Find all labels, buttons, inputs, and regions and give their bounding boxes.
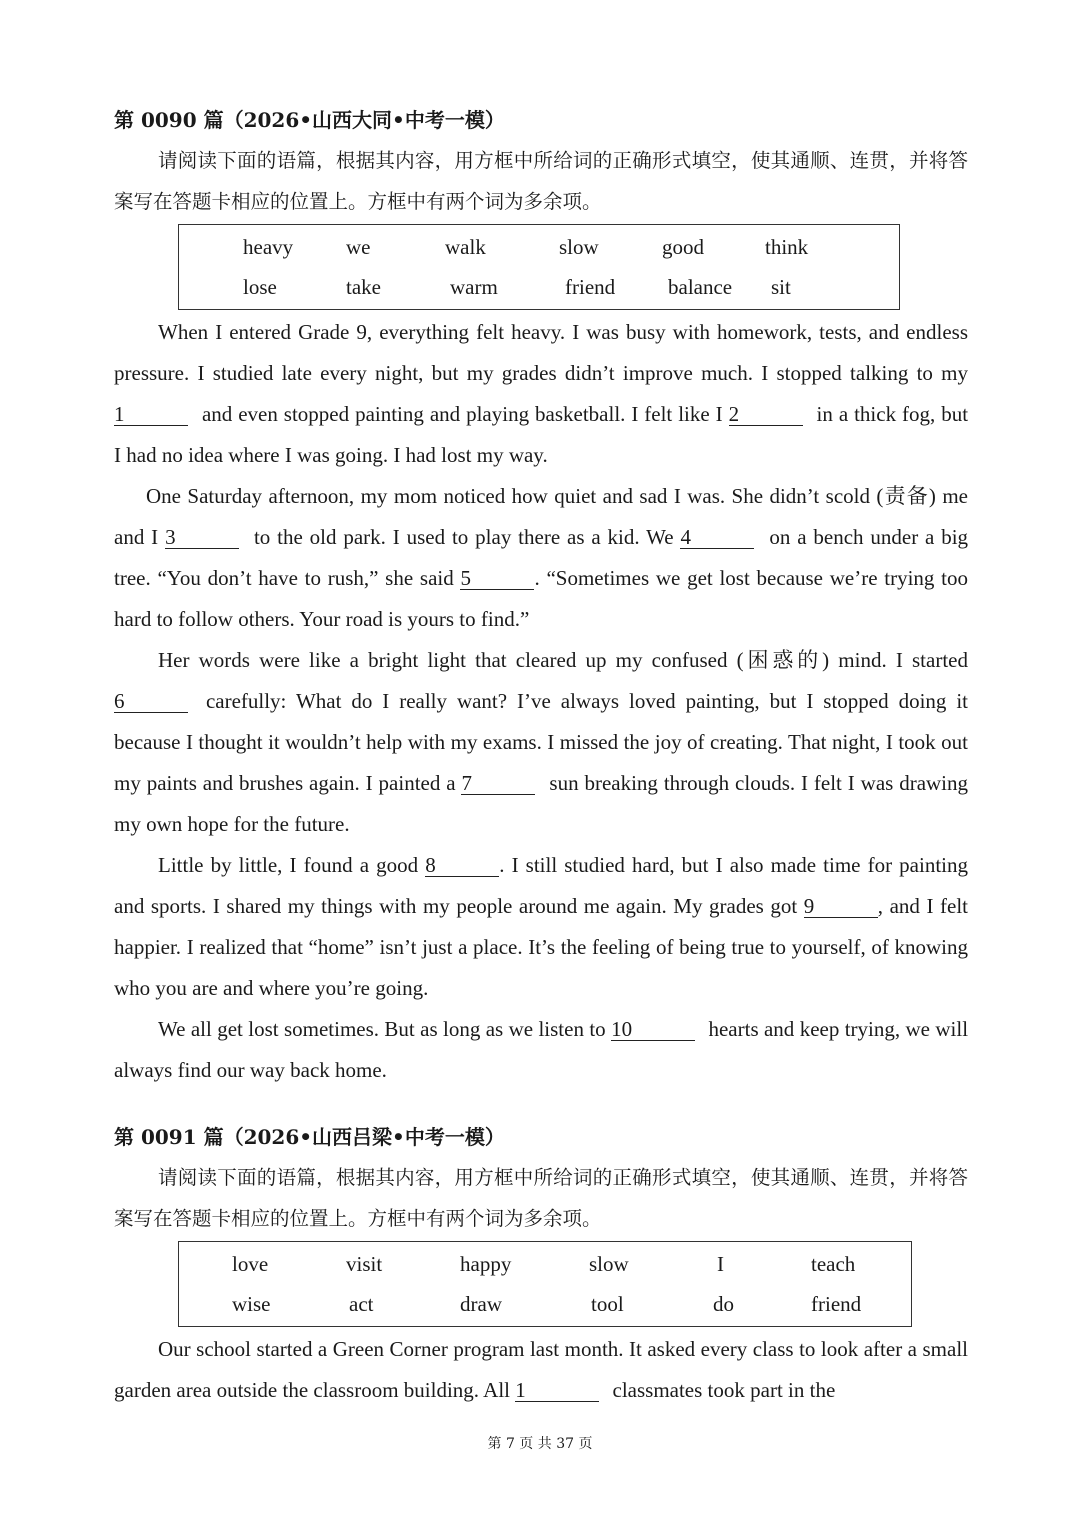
paragraph xyxy=(114,640,968,845)
box-word: lose xyxy=(243,274,277,299)
word-row xyxy=(179,1244,911,1284)
box-word: tool xyxy=(591,1291,624,1316)
box-word: sit xyxy=(771,274,791,299)
word-box xyxy=(178,1241,912,1327)
box-word: wise xyxy=(232,1291,271,1316)
text-run: , and I felt happier. I realized that “home” isn’t just a place. It’s the feeling of being true to yourself, of knowing who you are and where you’re going. xyxy=(114,894,969,1000)
paragraph xyxy=(114,1329,968,1411)
box-word: slow xyxy=(589,1251,629,1276)
box-word: think xyxy=(765,234,809,259)
box-word: do xyxy=(713,1291,734,1316)
paragraph xyxy=(114,1009,968,1091)
answer-blank: 10 xyxy=(611,1018,695,1041)
box-word: I xyxy=(717,1251,724,1276)
word-row xyxy=(179,227,899,267)
instruction-text: 请阅读下面的语篇，根据其内容，用方框中所给词的正确形式填空，使其通顺、连贯，并将答案写在答题卡相应的位置上。方框中有两个词为多余项。 xyxy=(114,149,968,213)
text-run: carefully: What do I really want? I’ve always loved painting, but I stopped doing it because I thought it wouldn’t help with my exams. I missed the joy of creating. That night, I took out my paints and brushes again. I painted a xyxy=(114,689,969,795)
box-word: draw xyxy=(460,1291,502,1316)
section-heading: 第 0091 篇（2026•山西吕梁•中考一模） xyxy=(114,1125,505,1149)
text-run: in a thick fog, but I had no idea where I was going. I had lost my way. xyxy=(114,402,969,467)
text-run: classmates took part in the xyxy=(612,1378,836,1402)
box-word: happy xyxy=(460,1251,512,1276)
box-word: balance xyxy=(668,274,733,299)
box-word: we xyxy=(346,234,371,259)
box-word: friend xyxy=(811,1291,862,1316)
text-run: Her words were like a bright light that cleared up my confused (困惑的) mind. I started xyxy=(158,648,968,672)
text-run: to the old park. I used to play there as a kid. We xyxy=(253,525,674,549)
page-footer: 第 7 页 共 37 页 xyxy=(487,1436,593,1452)
answer-blank: 5 xyxy=(460,567,534,590)
paragraph xyxy=(114,845,968,1009)
text-run: . I still studied hard, but I also made time for painting and sports. I shared my things with my people around me again. My grades got xyxy=(114,853,969,918)
section-heading: 第 0090 篇（2026•山西大同•中考一模） xyxy=(114,108,505,132)
answer-blank: 1 xyxy=(114,403,188,426)
paragraph xyxy=(114,312,968,476)
paragraph xyxy=(114,476,968,640)
answer-blank: 6 xyxy=(114,690,188,713)
answer-blank: 8 xyxy=(425,854,499,877)
text-run: hearts and keep trying, we will always find our way back home. xyxy=(114,1017,969,1082)
box-word: walk xyxy=(445,234,486,259)
box-word: take xyxy=(346,274,381,299)
section-gap xyxy=(114,1091,968,1117)
box-word: love xyxy=(232,1251,269,1276)
text-run: . “Sometimes we get lost because we’re trying too hard to follow others. Your road is yours to find.” xyxy=(114,566,968,631)
text-run: on a bench under a big tree. “You don’t have to rush,” she said xyxy=(114,525,969,590)
text-run: One Saturday afternoon, my mom noticed how quiet and sad I was. She didn’t scold (责备) me and I xyxy=(114,484,968,549)
text-run: and even stopped painting and playing basketball. I felt like I xyxy=(201,402,723,426)
text-run: When I entered Grade 9, everything felt heavy. I was busy with homework, tests, and endless pressure. I studied late every night, but my grades didn’t improve much. I stopped talking to my xyxy=(114,320,968,385)
box-word: warm xyxy=(450,274,498,299)
text-run: Little by little, I found a good xyxy=(158,853,419,877)
answer-blank: 1 xyxy=(515,1379,599,1402)
box-word: teach xyxy=(811,1251,856,1276)
box-word: good xyxy=(662,234,704,259)
text-run: Our school started a Green Corner program last month. It asked every class to look after a small garden area outside the classroom building. All xyxy=(114,1337,968,1402)
box-word: friend xyxy=(565,274,616,299)
box-word: slow xyxy=(559,234,599,259)
answer-blank: 2 xyxy=(729,403,803,426)
document-page xyxy=(114,100,968,1411)
answer-blank: 7 xyxy=(461,772,535,795)
answer-blank: 4 xyxy=(680,526,754,549)
word-row xyxy=(179,267,899,307)
text-run: We all get lost sometimes. But as long as we listen to xyxy=(158,1017,606,1041)
word-row xyxy=(179,1284,911,1324)
box-word: act xyxy=(349,1291,374,1316)
word-box xyxy=(178,224,900,310)
answer-blank: 3 xyxy=(165,526,239,549)
answer-blank: 9 xyxy=(804,895,878,918)
box-word: heavy xyxy=(243,234,294,259)
text-run: sun breaking through clouds. I felt I was drawing my own hope for the future. xyxy=(114,771,969,836)
instruction-text: 请阅读下面的语篇，根据其内容，用方框中所给词的正确形式填空，使其通顺、连贯，并将答案写在答题卡相应的位置上。方框中有两个词为多余项。 xyxy=(114,1166,968,1230)
box-word: visit xyxy=(346,1251,383,1276)
